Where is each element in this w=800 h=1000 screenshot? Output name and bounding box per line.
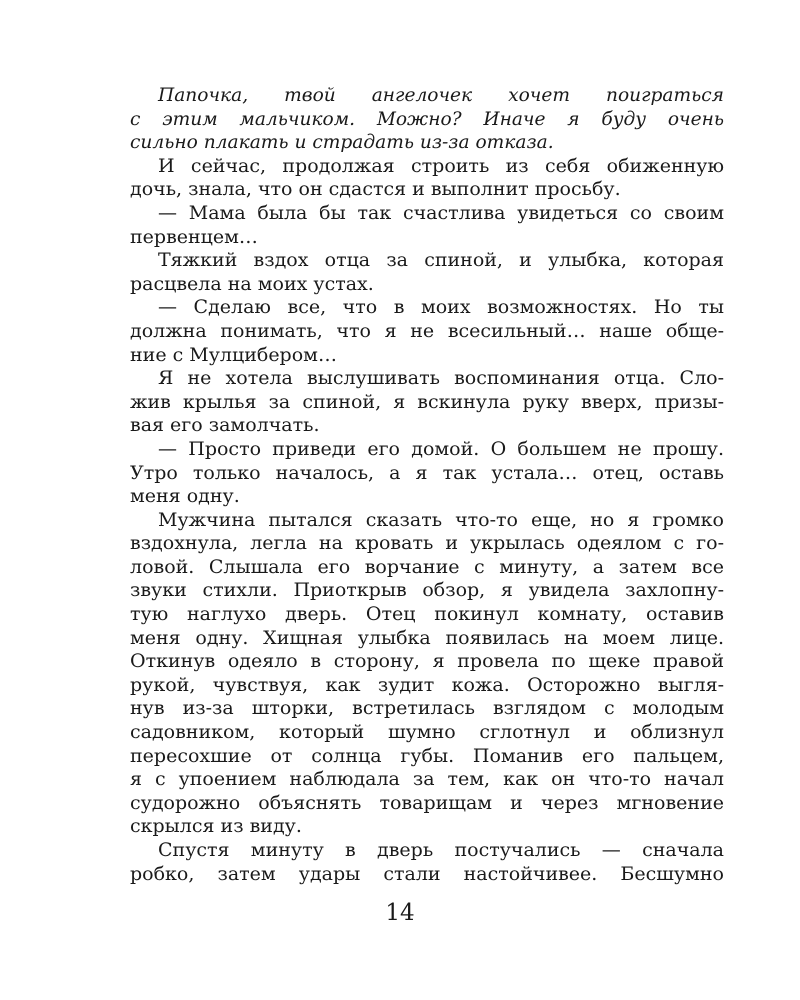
text-line: вздохнула, легла на кровать и укрылась одеялом с го- (130, 532, 724, 555)
text-line: рукой, чувствуя, как зудит кожа. Осторожно выгля- (130, 673, 724, 696)
text-line: робко, затем удары стали настойчивее. Бесшумно (130, 862, 724, 885)
text-line: Я не хотела выслушивать воспоминания отца. Сло- (158, 367, 724, 390)
text-line: тую наглухо дверь. Отец покинул комнату, оставив (130, 603, 724, 626)
text-line: Мужчина пытался сказать что-то еще, но я громко (158, 508, 724, 531)
text-line: должна понимать, что я не всесильный… наше обще- (130, 319, 724, 342)
body-text (130, 84, 724, 886)
text-line: первенцем… (130, 225, 258, 248)
text-line: Тяжкий вздох отца за спиной, и улыбка, которая (158, 249, 724, 272)
text-line: — Просто приведи его домой. О большем не прошу. (158, 437, 724, 460)
text-line: ловой. Слышала его ворчание с минуту, а затем все (130, 555, 724, 578)
text-line: скрылся из виду. (130, 815, 302, 838)
text-line: Папочка, твой ангелочек хочет поиграться (158, 85, 724, 106)
text-line: Откинув одеяло в сторону, я провела по щеке правой (130, 650, 724, 673)
text-line: с этим мальчиком. Можно? Иначе я буду очень (130, 108, 724, 130)
text-line: нув из-за шторки, встретилась взглядом с молодым (130, 697, 724, 720)
text-line: И сейчас, продолжая строить из себя обиженную (158, 154, 724, 177)
page-number: 14 (385, 900, 415, 926)
text-line: звуки стихли. Приоткрыв обзор, я увидела захлопну- (130, 579, 724, 602)
text-line: пересохшие от солнца губы. Поманив его пальцем, (130, 744, 724, 767)
text-line: ние с Мулцибером… (130, 343, 337, 366)
text-line: расцвела на моих устах. (130, 272, 374, 295)
text-line: дочь, знала, что он сдастся и выполнит просьбу. (130, 178, 621, 201)
text-line: меня одну. (130, 485, 240, 508)
text-line: Спустя минуту в дверь постучались — сначала (158, 839, 724, 861)
text-line: я с упоением наблюдала за тем, как он что-то начал (130, 768, 724, 791)
text-line: — Мама была бы так счастлива увидеться со своим (158, 201, 724, 224)
text-line: Утро только началось, а я так устала… отец, оставь (130, 461, 724, 484)
text-line: сильно плакать и страдать из-за отказа. (130, 132, 554, 154)
text-line: меня одну. Хищная улыбка появилась на моем лице. (130, 626, 724, 649)
text-line: судорожно объяснять товарищам и через мгновение (130, 791, 724, 814)
text-line: — Сделаю все, что в моих возможностях. Но ты (158, 296, 724, 319)
text-line: садовником, который шумно сглотнул и облизнул (130, 721, 724, 744)
text-line: жив крылья за спиной, я вскинула руку вверх, призы- (130, 390, 724, 413)
text-line: вая его замолчать. (130, 414, 320, 437)
